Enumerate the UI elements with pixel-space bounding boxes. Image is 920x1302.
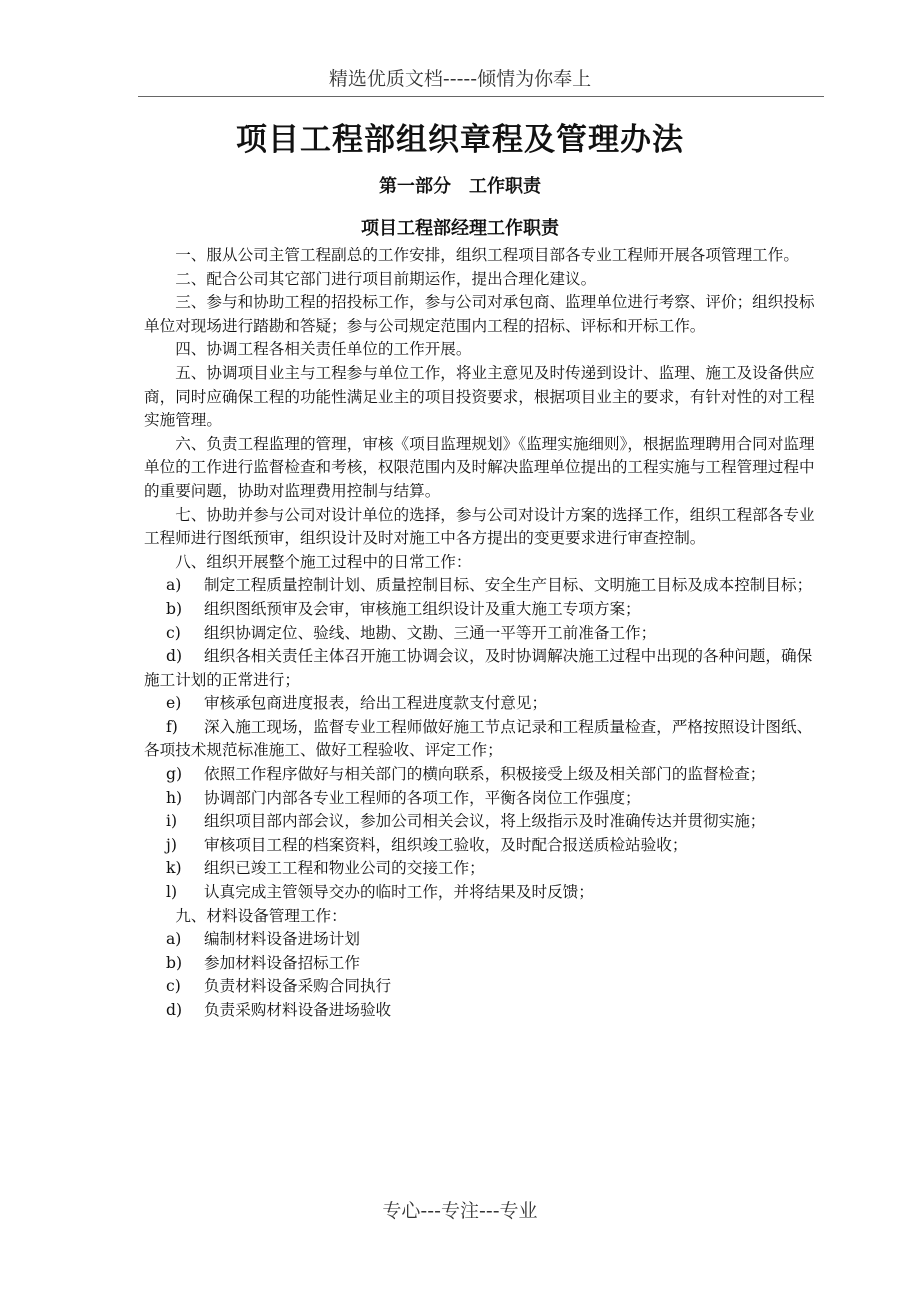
list-marker: a) [166, 930, 182, 949]
header-rule [138, 96, 824, 97]
paragraph: 六、负责工程监理的管理，审核《项目监理规划》《监理实施细则》，根据监理聘用合同对监理单位的工作进行监督检查和考核，权限范围内及时解决监理单位提出的工程实施与工程管理过程中的重要问题，协助对监理费用控制与结算。 [144, 434, 815, 500]
list-item [144, 787, 824, 811]
list-item [144, 999, 824, 1023]
list-text: 参加材料设备招标工作 [204, 953, 360, 972]
list-item [144, 598, 824, 622]
list-marker: d) [166, 1001, 183, 1019]
list-marker: b) [166, 599, 183, 618]
list-text: 深入施工现场，监督专业工程师做好施工节点记录和工程质量检查，严格按照设计图纸、各项技术规范标准施工、做好工程验收、评定工作； [144, 717, 813, 760]
section-title: 项目工程部经理工作职责 [361, 218, 559, 239]
list-text: 组织已竣工工程和物业公司的交接工作； [204, 859, 485, 878]
document-body [144, 244, 824, 1023]
list-item [144, 716, 824, 763]
page-footer: 专心---专注---专业 [382, 1200, 538, 1222]
paragraph: 五、协调项目业主与工程参与单位工作，将业主意见及时传递到设计、监理、施工及设备供应商，同时应确保工程的功能性满足业主的项目投资要求，根据项目业主的要求，有针对性的对工程实施管理。 [144, 363, 815, 430]
list-marker: e) [166, 694, 182, 713]
list-item [144, 622, 824, 646]
list-item [144, 810, 824, 834]
paragraph: 一、服从公司主管工程副总的工作安排，组织工程项目部各专业工程师开展各项管理工作。 [175, 246, 799, 264]
list-marker: h) [166, 788, 183, 807]
paragraph: 二、配合公司其它部门进行项目前期运作，提出合理化建议。 [175, 269, 597, 288]
list-item [144, 834, 824, 858]
paragraph: 七、协助并参与公司对设计单位的选择，参与公司对设计方案的选择工作，组织工程部各专业工程师进行图纸预审，组织设计及时对施工中各方提出的变更要求进行审查控制。 [144, 505, 815, 548]
list-marker: b) [166, 953, 183, 972]
list-text: 负责采购材料设备进场验收 [204, 1001, 392, 1019]
list-text: 审核承包商进度报表，给出工程进度款支付意见； [204, 694, 548, 713]
list-text: 负责材料设备采购合同执行 [204, 977, 392, 996]
list-marker: d) [166, 647, 183, 666]
list-marker: i) [166, 812, 178, 831]
list-marker: c) [166, 623, 181, 642]
paragraph: 三、参与和协助工程的招投标工作，参与公司对承包商、监理单位进行考察、评价；组织投标单位对现场进行踏勘和答疑；参与公司规定范围内工程的招标、评标和开标工作。 [144, 293, 815, 335]
list-text: 组织项目部内部会议，参加公司相关会议，将上级指示及时准确传达并贯彻实施； [204, 812, 766, 831]
list-marker: l) [166, 883, 178, 902]
paragraph: 八、组织开展整个施工过程中的日常工作： [175, 552, 472, 571]
page-header: 精选优质文档-----倾情为你奉上 [328, 68, 592, 90]
list-marker: g) [166, 765, 183, 784]
list-text: 组织协调定位、验线、地勘、文勘、三通一平等开工前准备工作； [204, 623, 657, 642]
list-marker: j) [166, 835, 177, 854]
list-text: 依照工作程序做好与相关部门的横向联系，积极接受上级及相关部门的监督检查； [204, 765, 766, 784]
list-marker: k) [166, 859, 182, 878]
list-marker: c) [166, 977, 181, 996]
list-text: 制定工程质量控制计划、质量控制目标、安全生产目标、文明施工目标及成本控制目标； [204, 576, 813, 595]
list-item [144, 952, 824, 976]
list-item [144, 881, 824, 905]
list-item [144, 763, 824, 787]
list-text: 审核项目工程的档案资料，组织竣工验收，及时配合报送质检站验收； [204, 835, 688, 854]
list-item [144, 975, 824, 999]
list-item [144, 857, 824, 881]
list-text: 编制材料设备进场计划 [204, 930, 360, 949]
paragraph: 九、材料设备管理工作： [175, 906, 347, 925]
list-text: 协调部门内部各专业工程师的各项工作，平衡各岗位工作强度； [204, 788, 641, 807]
paragraph: 四、协调工程各相关责任单位的工作开展。 [175, 340, 472, 359]
list-item [144, 692, 824, 716]
list-text: 组织各相关责任主体召开施工协调会议，及时协调解决施工过程中出现的各种问题，确保施工计划的正常进行； [144, 647, 813, 689]
list-text: 认真完成主管领导交办的临时工作，并将结果及时反馈； [204, 883, 594, 902]
list-marker: a) [166, 576, 182, 595]
list-text: 组织图纸预审及会审，审核施工组织设计及重大施工专项方案； [204, 599, 641, 618]
list-marker: f) [166, 717, 178, 736]
part-title: 第一部分 工作职责 [379, 176, 541, 197]
list-item [144, 645, 824, 692]
list-item [144, 928, 824, 952]
list-item [144, 574, 824, 598]
document-title: 项目工程部组织章程及管理办法 [236, 122, 684, 158]
